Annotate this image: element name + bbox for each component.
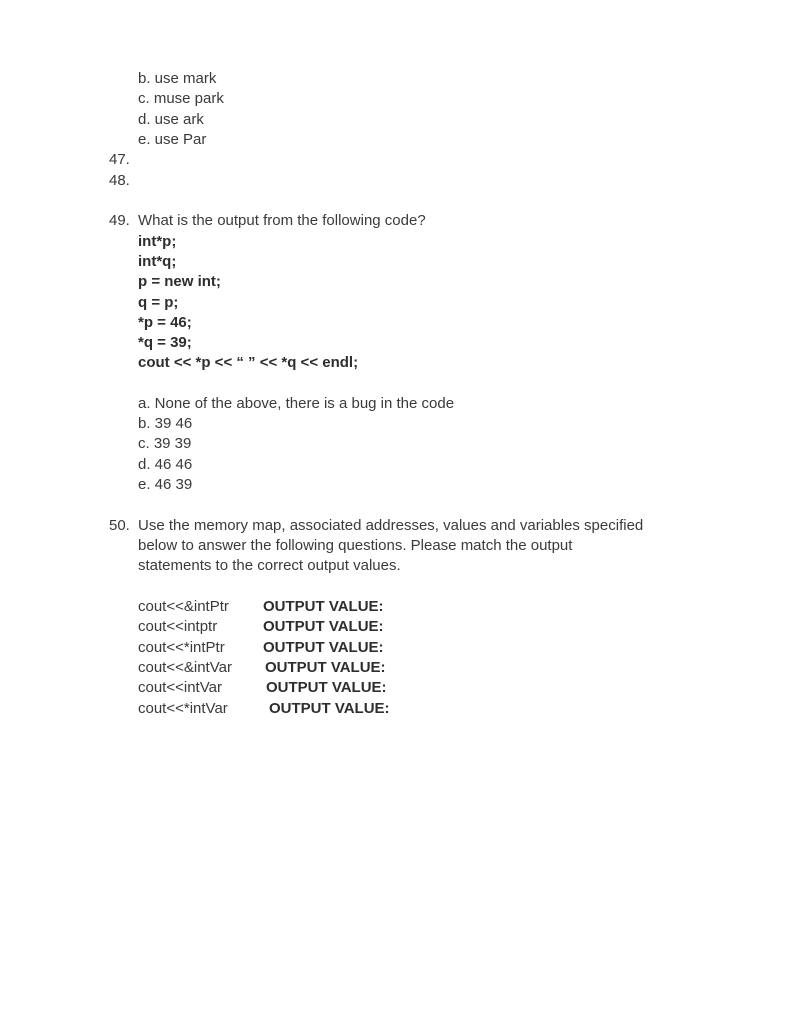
question-50-prompt-line: statements to the correct output values. (138, 557, 401, 574)
code-line: cout << *p << “ ” << *q << endl; (138, 354, 359, 371)
output-statement-code: cout<<*intVar (138, 700, 228, 717)
output-value-label: OUTPUT VALUE: (263, 639, 384, 656)
question-49-prompt: What is the output from the following code? (138, 212, 426, 229)
code-line: *p = 46; (138, 314, 192, 331)
output-statement-code: cout<<intVar (138, 679, 222, 696)
output-value-label: OUTPUT VALUE: (266, 679, 387, 696)
option-c: c. muse park (138, 90, 224, 107)
output-statement-code: cout<<&intPtr (138, 598, 229, 615)
output-value-label: OUTPUT VALUE: (263, 598, 384, 615)
answer-option-c: c. 39 39 (138, 435, 192, 452)
code-line: p = new int; (138, 273, 221, 290)
output-statement-code: cout<<intptr (138, 618, 218, 635)
question-48-number: 48. (109, 172, 130, 189)
answer-option-b: b. 39 46 (138, 415, 193, 432)
option-b: b. use mark (138, 70, 217, 87)
answer-option-e: e. 46 39 (138, 476, 193, 493)
question-50-prompt-line: below to answer the following questions. Please match the output (138, 537, 573, 554)
output-value-label: OUTPUT VALUE: (265, 659, 386, 676)
code-line: int*q; (138, 253, 177, 270)
code-line: int*p; (138, 233, 177, 250)
question-50-prompt-line: Use the memory map, associated addresses, values and variables specified (138, 517, 644, 534)
output-statement-code: cout<<&intVar (138, 659, 232, 676)
output-value-label: OUTPUT VALUE: (263, 618, 384, 635)
code-line: q = p; (138, 294, 179, 311)
output-statement-code: cout<<*intPtr (138, 639, 225, 656)
option-d: d. use ark (138, 111, 204, 128)
question-47-number: 47. (109, 151, 130, 168)
question-50-number: 50. (109, 517, 130, 534)
question-49-number: 49. (109, 212, 130, 229)
output-value-label: OUTPUT VALUE: (269, 700, 390, 717)
answer-option-a: a. None of the above, there is a bug in the code (138, 395, 455, 412)
code-line: *q = 39; (138, 334, 192, 351)
answer-option-d: d. 46 46 (138, 456, 193, 473)
option-e: e. use Par (138, 131, 207, 148)
